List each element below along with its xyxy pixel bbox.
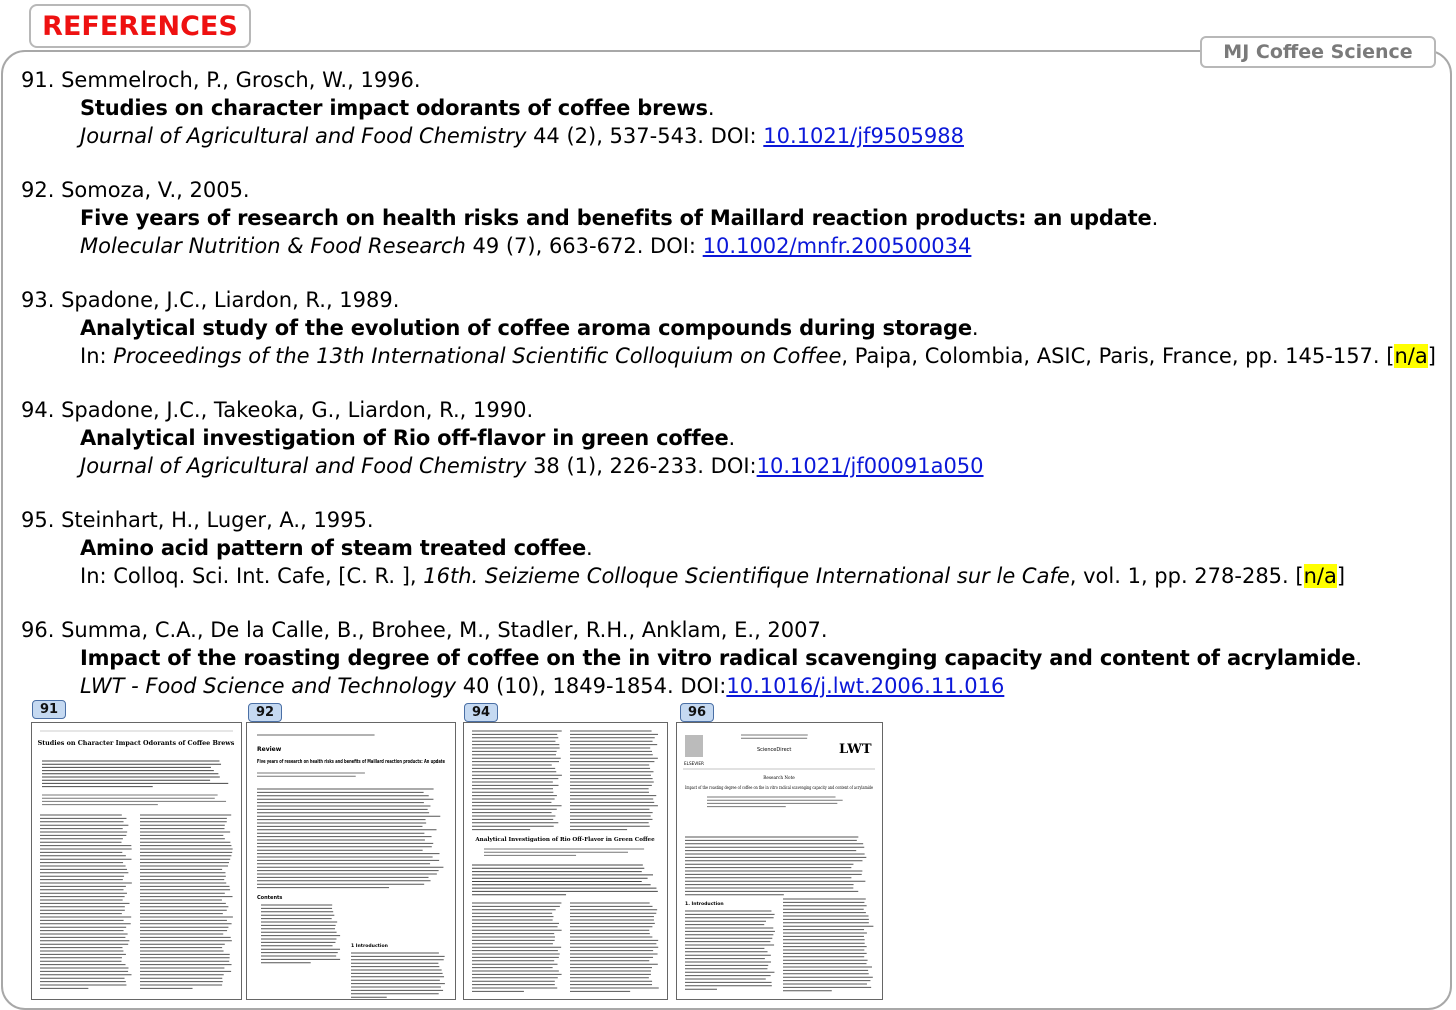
citation-author-year: 96. Summa, C.A., De la Calle, B., Brohee, M., Stadler, R.H., Anklam, E., 2007.	[21, 618, 828, 642]
citation-author-year: 91. Semmelroch, P., Grosch, W., 1996.	[21, 68, 421, 92]
citation-details: , vol. 1, pp. 278-285. [	[1069, 564, 1304, 588]
citation-details: 38 (1), 226-233. DOI:	[526, 454, 757, 478]
citation-details: , Paipa, Colombia, ASIC, Paris, France, pp. 145-157. [	[841, 344, 1395, 368]
citation-details: 40 (10), 1849-1854. DOI:	[456, 674, 727, 698]
title-end: .	[586, 536, 593, 560]
paper-thumbnail[interactable]	[246, 722, 456, 1000]
title-end: .	[707, 96, 715, 120]
thumbnail-badge: 91	[32, 700, 66, 719]
thumb-publisher: ELSEVIER	[684, 761, 704, 766]
reference-item	[21, 66, 1451, 176]
journal-name: LWT - Food Science and Technology	[80, 674, 457, 698]
title-end: .	[971, 316, 979, 340]
thumb-section: Contents	[257, 895, 283, 901]
article-title: Analytical investigation of Rio off-flavor in green coffee	[80, 426, 729, 450]
paper-page-preview	[32, 723, 241, 999]
paper-page-preview	[677, 723, 882, 999]
na-highlight: n/a	[1303, 564, 1337, 588]
citation-author-year: 94. Spadone, J.C., Takeoka, G., Liardon, R., 1990.	[21, 398, 534, 422]
doi-link[interactable]: 10.1021/jf00091a050	[756, 454, 984, 478]
reference-list	[21, 66, 1451, 726]
doi-link[interactable]: 10.1021/jf9505988	[763, 124, 964, 148]
doi-link[interactable]: 10.1002/mnfr.200500034	[702, 234, 972, 258]
paper-thumbnail[interactable]	[676, 722, 883, 1000]
paper-thumbnail[interactable]	[463, 722, 668, 1000]
brand-label: MJ Coffee Science	[1200, 36, 1436, 68]
citation-suffix: ]	[1427, 344, 1436, 368]
reference-item	[21, 396, 1451, 506]
reference-item	[21, 506, 1451, 616]
citation-prefix: In:	[80, 344, 114, 368]
article-title: Analytical study of the evolution of coffee aroma compounds during storage	[80, 316, 972, 340]
article-title: Impact of the roasting degree of coffee on the in vitro radical scavenging capacity and content of acrylamide	[80, 646, 1356, 670]
thumbnail-badge: 92	[248, 703, 282, 722]
references-title: REFERENCES	[29, 4, 251, 48]
citation-author-year: 92. Somoza, V., 2005.	[21, 178, 250, 202]
thumbnail-badge: 96	[680, 703, 714, 722]
na-highlight: n/a	[1394, 344, 1428, 368]
thumb-journal-logo: LWT	[839, 742, 872, 757]
citation-details: 49 (7), 663-672. DOI:	[465, 234, 703, 258]
title-end: .	[1355, 646, 1363, 670]
journal-name: Journal of Agricultural and Food Chemistry	[80, 454, 527, 478]
paper-thumbnail[interactable]	[31, 722, 242, 1000]
article-title: Amino acid pattern of steam treated coffee	[80, 536, 587, 560]
title-end: .	[728, 426, 736, 450]
paper-page-preview	[247, 723, 455, 999]
citation-suffix: ]	[1336, 564, 1346, 588]
journal-name: Molecular Nutrition & Food Research	[80, 234, 466, 258]
proceedings-name: Proceedings of the 13th International Scientific Colloquium on Coffee	[113, 344, 842, 368]
doi-link[interactable]: 10.1016/j.lwt.2006.11.016	[726, 674, 1005, 698]
paper-page-preview	[464, 723, 667, 999]
article-title: Studies on character impact odorants of coffee brews	[80, 96, 708, 120]
publisher-logo-icon	[685, 735, 703, 757]
thumbnail-badge: 94	[464, 703, 498, 722]
citation-details: 44 (2), 537-543. DOI:	[526, 124, 764, 148]
article-title: Five years of research on health risks and benefits of Maillard reaction products: an update	[80, 206, 1152, 230]
thumb-section: 1. Introduction	[685, 902, 724, 907]
title-end: .	[1151, 206, 1159, 230]
proceedings-name: 16th. Seizieme Colloque Scientifique International sur le Cafe	[423, 564, 1070, 588]
thumb-title: Impact of the roasting degree of coffee on the in vitro radical scavenging capacity and content of acrylamide	[685, 785, 874, 791]
thumb-platform: ScienceDirect	[757, 747, 792, 753]
reference-item	[21, 176, 1451, 286]
journal-name: Journal of Agricultural and Food Chemistry	[80, 124, 527, 148]
thumb-label: Review	[257, 746, 282, 753]
citation-author-year: 93. Spadone, J.C., Liardon, R., 1989.	[21, 288, 400, 312]
citation-author-year: 95. Steinhart, H., Luger, A., 1995.	[21, 508, 374, 532]
thumb-note: Research Note	[763, 775, 795, 780]
thumb-title: Five years of research on health risks and benefits of Maillard reaction products: An update	[257, 759, 446, 765]
citation-prefix: In: Colloq. Sci. Int. Cafe, [C. R. ],	[80, 564, 424, 588]
thumb-section-2: 1 Introduction	[351, 944, 388, 949]
reference-item	[21, 616, 1451, 726]
thumb-title: Analytical Investigation of Rio Off-Flavor in Green Coffee	[475, 837, 655, 843]
reference-item	[21, 286, 1451, 396]
thumb-title: Studies on Character Impact Odorants of Coffee Brews	[37, 739, 235, 747]
